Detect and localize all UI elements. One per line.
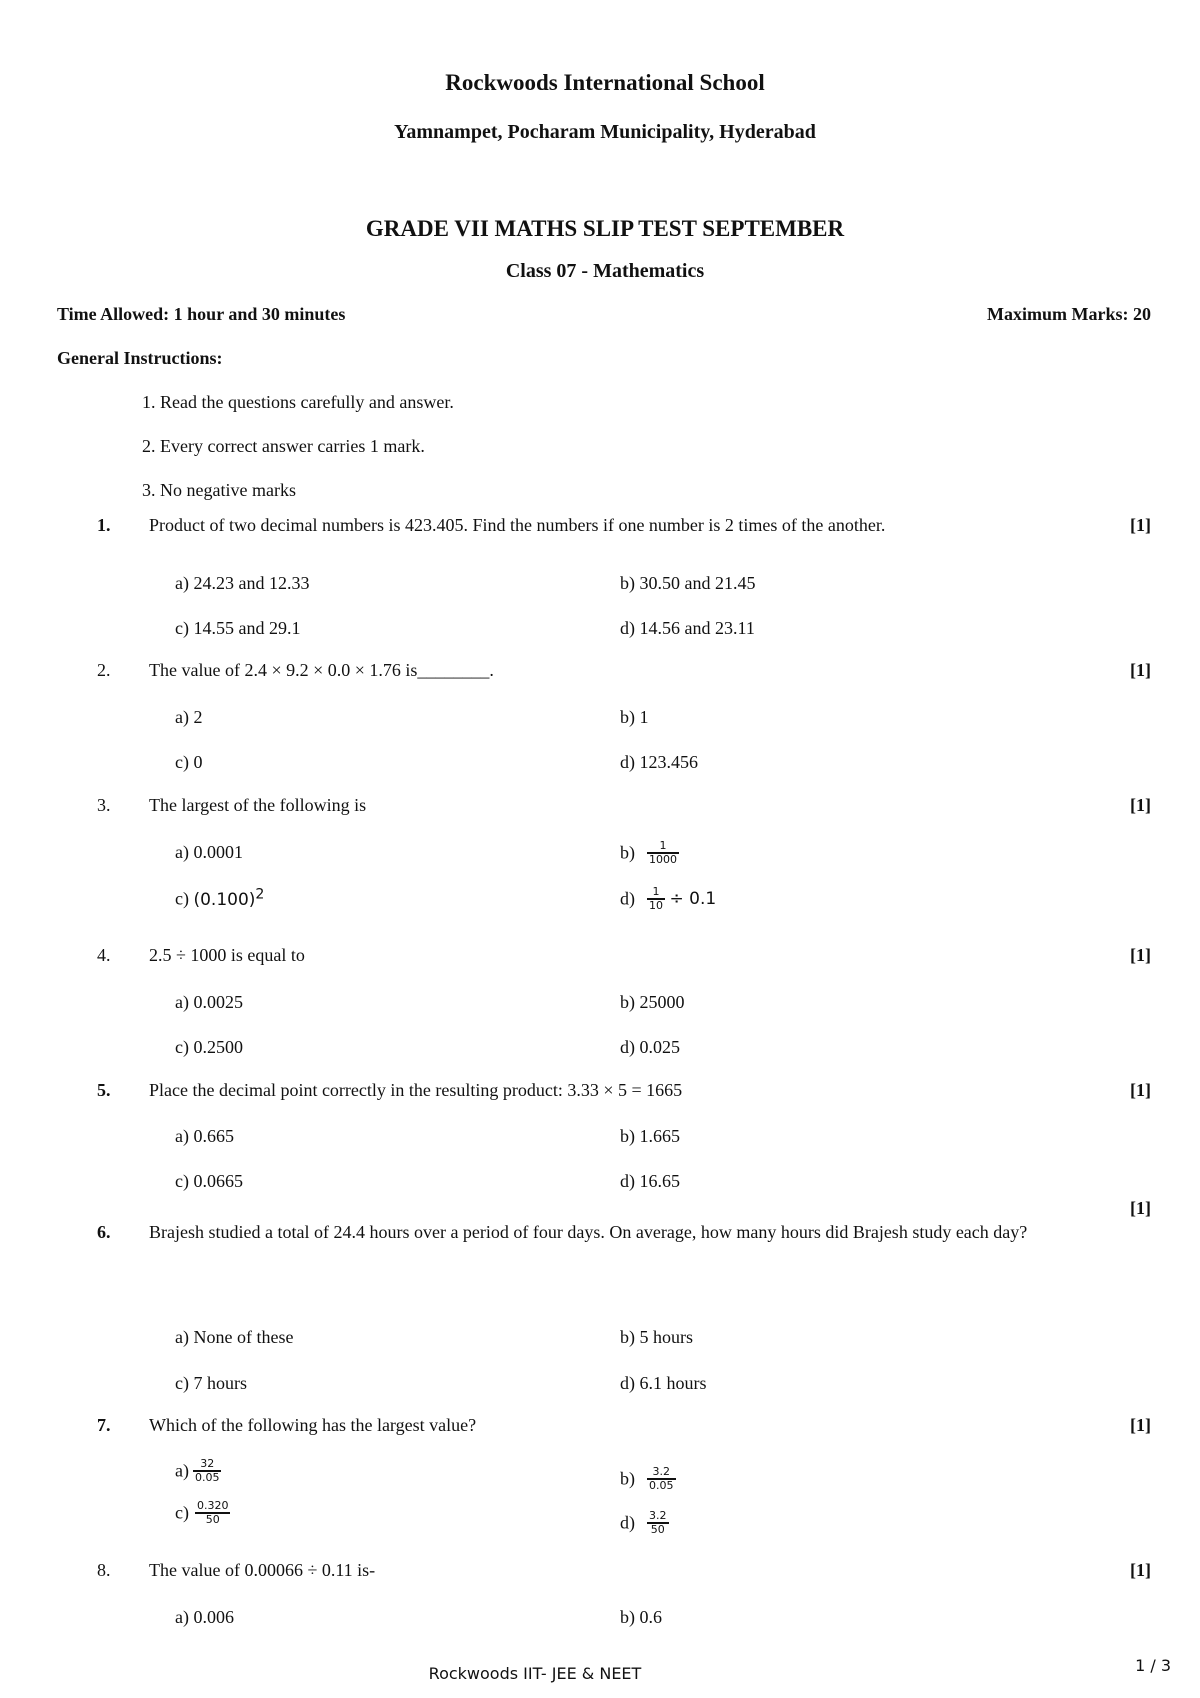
option-label: d) xyxy=(620,1512,635,1533)
question-text: Place the decimal point correctly in the resulting product: 3.33 × 5 = 1665 xyxy=(149,1080,683,1100)
option-b: b) 25000 xyxy=(620,992,685,1012)
numerator: 32 xyxy=(200,1457,215,1470)
school-address: Yamnampet, Pocharam Municipality, Hyderabad xyxy=(394,121,816,143)
numerator: 3.2 xyxy=(649,1509,667,1522)
fraction xyxy=(647,886,665,912)
question-marks: [1] xyxy=(1130,945,1151,965)
question-number: 1. xyxy=(97,515,111,535)
math-expression: ÷ 0.1 xyxy=(669,889,717,909)
option-a xyxy=(175,1458,221,1484)
option-c xyxy=(175,1500,230,1526)
option-c: c) 0.2500 xyxy=(175,1037,243,1057)
question-text: The value of 2.4 × 9.2 × 0.0 × 1.76 is________. xyxy=(149,660,494,680)
option-d: d) 6.1 hours xyxy=(620,1373,707,1393)
option-b: b) 1.665 xyxy=(620,1126,680,1146)
option-d: d) 123.456 xyxy=(620,752,698,772)
fraction xyxy=(647,1466,676,1492)
option-d xyxy=(620,886,716,912)
maximum-marks: Maximum Marks: 20 xyxy=(987,304,1151,324)
question-text: The value of 0.00066 ÷ 0.11 is- xyxy=(149,1560,376,1580)
option-c: c) 7 hours xyxy=(175,1373,247,1393)
option-a: a) 2 xyxy=(175,707,203,727)
test-subtitle: Class 07 - Mathematics xyxy=(505,260,705,282)
option-b: b) 1 xyxy=(620,707,649,727)
option-label: a) xyxy=(175,1460,189,1481)
numerator: 0.320 xyxy=(196,1499,229,1512)
power-base: (0.100) xyxy=(193,889,256,910)
fraction xyxy=(647,840,679,866)
option-c: c) 0 xyxy=(175,752,203,772)
question-number: 4. xyxy=(97,945,111,965)
math-expression xyxy=(193,886,265,910)
school-name: Rockwoods International School xyxy=(445,70,765,95)
option-b: b) 30.50 and 21.45 xyxy=(620,573,756,593)
denominator: 0.05 xyxy=(649,1479,674,1492)
question-text: Product of two decimal numbers is 423.405. Find the numbers if one number is 2 times of the another. xyxy=(149,515,886,535)
question-marks: [1] xyxy=(1130,1415,1151,1435)
question-text: Which of the following has the largest value? xyxy=(149,1415,477,1435)
question-number: 6. xyxy=(97,1222,111,1242)
question-text: The largest of the following is xyxy=(149,795,367,815)
question-text: Brajesh studied a total of 24.4 hours over a period of four days. On average, how many hours did Brajesh study each day? xyxy=(149,1222,1028,1242)
option-b xyxy=(620,840,679,866)
numerator: 3.2 xyxy=(652,1465,670,1478)
option-c: c) 14.55 and 29.1 xyxy=(175,618,301,638)
option-d: d) 16.65 xyxy=(620,1171,680,1191)
instruction-item: 1. Read the questions carefully and answer. xyxy=(142,392,454,412)
option-d xyxy=(620,1510,669,1536)
question-marks: [1] xyxy=(1130,1560,1151,1580)
power-exponent: 2 xyxy=(255,886,265,902)
option-a: a) None of these xyxy=(175,1327,294,1347)
page-number: 1 / 3 xyxy=(1135,1656,1171,1675)
option-b: b) 5 hours xyxy=(620,1327,693,1347)
option-c xyxy=(175,886,264,910)
question-marks: [1] xyxy=(1130,1080,1151,1100)
footer-brand: Rockwoods IIT- JEE & NEET xyxy=(428,1664,642,1683)
instruction-item: 2. Every correct answer carries 1 mark. xyxy=(142,436,425,456)
option-a: a) 24.23 and 12.33 xyxy=(175,573,310,593)
option-a: a) 0.0001 xyxy=(175,842,243,862)
fraction xyxy=(647,1510,669,1536)
denominator: 50 xyxy=(195,1512,231,1526)
numerator: 1 xyxy=(659,839,667,852)
test-title: GRADE VII MATHS SLIP TEST SEPTEMBER xyxy=(365,216,845,241)
instructions-heading: General Instructions: xyxy=(57,348,223,368)
option-label: b) xyxy=(620,1468,635,1489)
question-marks: [1] xyxy=(1130,795,1151,815)
option-label: d) xyxy=(620,888,635,909)
numerator: 1 xyxy=(652,885,660,898)
fraction xyxy=(193,1458,222,1484)
time-allowed: Time Allowed: 1 hour and 30 minutes xyxy=(57,304,346,324)
option-label: c) xyxy=(175,1502,189,1523)
question-number: 7. xyxy=(97,1415,111,1435)
question-marks: [1] xyxy=(1130,1198,1151,1218)
question-number: 8. xyxy=(97,1560,111,1580)
option-a: a) 0.665 xyxy=(175,1126,234,1146)
question-marks: [1] xyxy=(1130,660,1151,680)
option-d: d) 0.025 xyxy=(620,1037,680,1057)
question-marks: [1] xyxy=(1130,515,1151,535)
option-a: a) 0.006 xyxy=(175,1607,234,1627)
instruction-item: 3. No negative marks xyxy=(142,480,296,500)
option-c: c) 0.0665 xyxy=(175,1171,243,1191)
option-a: a) 0.0025 xyxy=(175,992,243,1012)
denominator: 0.05 xyxy=(194,1471,220,1484)
option-label: b) xyxy=(620,842,635,863)
question-number: 2. xyxy=(97,660,111,680)
option-d: d) 14.56 and 23.11 xyxy=(620,618,755,638)
denominator: 50 xyxy=(647,1522,669,1536)
fraction xyxy=(195,1500,231,1526)
denominator: 10 xyxy=(649,899,663,912)
denominator: 1000 xyxy=(649,853,677,866)
option-b xyxy=(620,1466,676,1492)
question-text: 2.5 ÷ 1000 is equal to xyxy=(149,945,305,965)
question-number: 3. xyxy=(97,795,111,815)
option-b: b) 0.6 xyxy=(620,1607,662,1627)
question-number: 5. xyxy=(97,1080,111,1100)
option-label: c) xyxy=(175,888,189,909)
